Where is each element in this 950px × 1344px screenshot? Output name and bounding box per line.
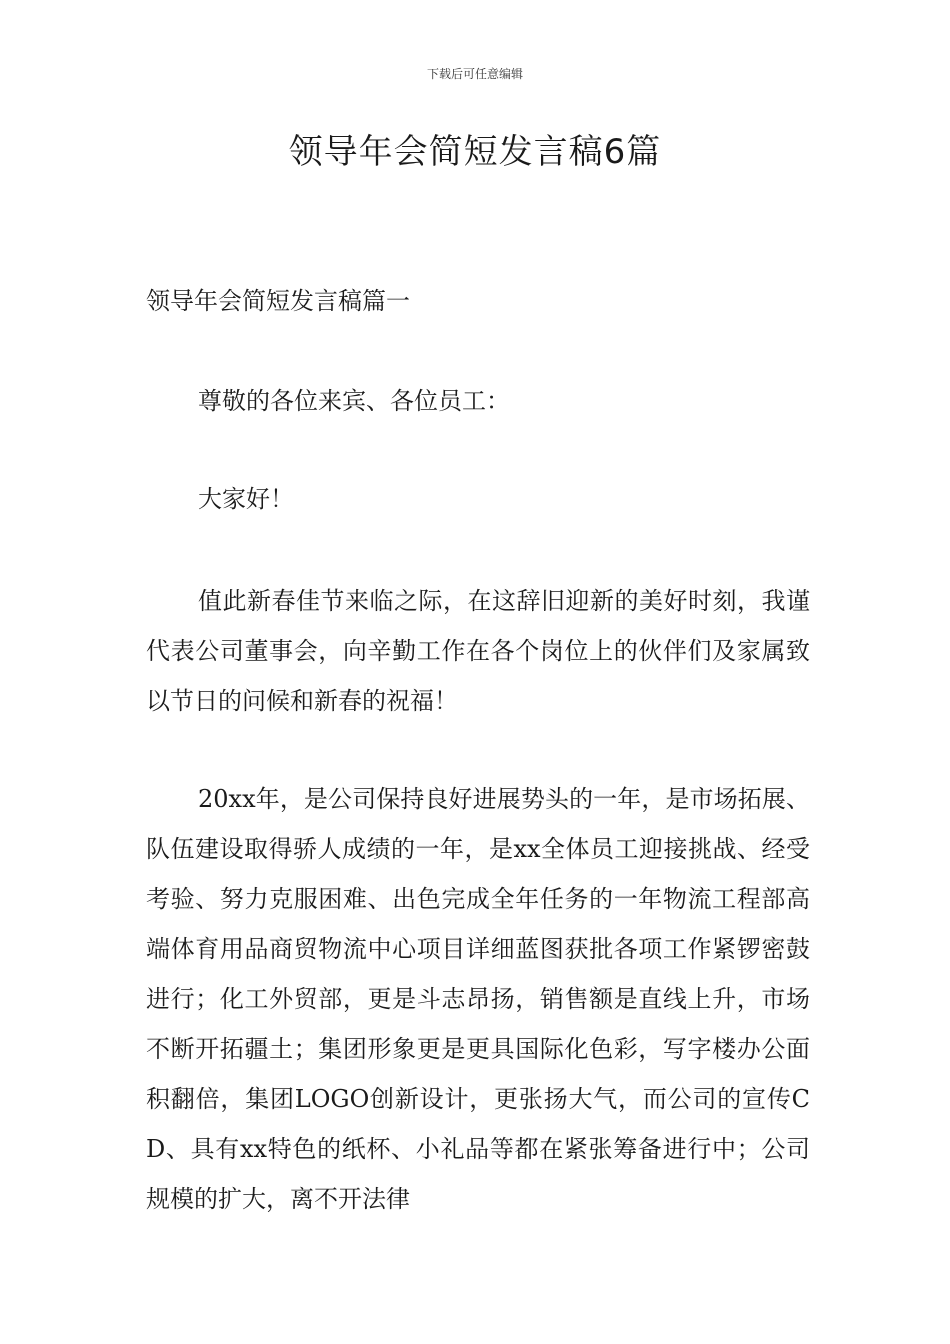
- document-title: 领导年会简短发言稿6篇: [288, 132, 662, 172]
- section-heading: 领导年会简短发言稿篇一: [146, 287, 410, 315]
- paragraph-festival-wishes: 值此新春佳节来临之际，在这辞旧迎新的美好时刻，我谨代表公司董事会，向辛勤工作在各个岗位上的伙伴们及家属致以节日的问候和新春的祝福！: [146, 587, 810, 715]
- paragraph-hello: 大家好！: [198, 485, 294, 513]
- header-note: 下载后可任意编辑: [426, 67, 523, 81]
- paragraph-greeting: 尊敬的各位来宾、各位员工：: [198, 387, 510, 415]
- paragraph-year-review: 20xx年，是公司保持良好进展势头的一年，是市场拓展、队伍建设取得骄人成绩的一年，是xx全体员工迎接挑战、经受考验、努力克服困难、出色完成全年任务的一年物流工程部高端体育用品商贸物流中心项目详细蓝图获批各项工作紧锣密鼓进行；化工外贸部，更是斗志昂扬，销售额是直线上升，市场不断开拓疆土；集团形象更是更具国际化色彩，写字楼办公面积翻倍，集团LOGO创新设计，更张扬大气，而公司的宣传CD、具有xx特色的纸杯、小礼品等都在紧张筹备进行中；公司规模的扩大，离不开法律: [146, 785, 810, 1213]
